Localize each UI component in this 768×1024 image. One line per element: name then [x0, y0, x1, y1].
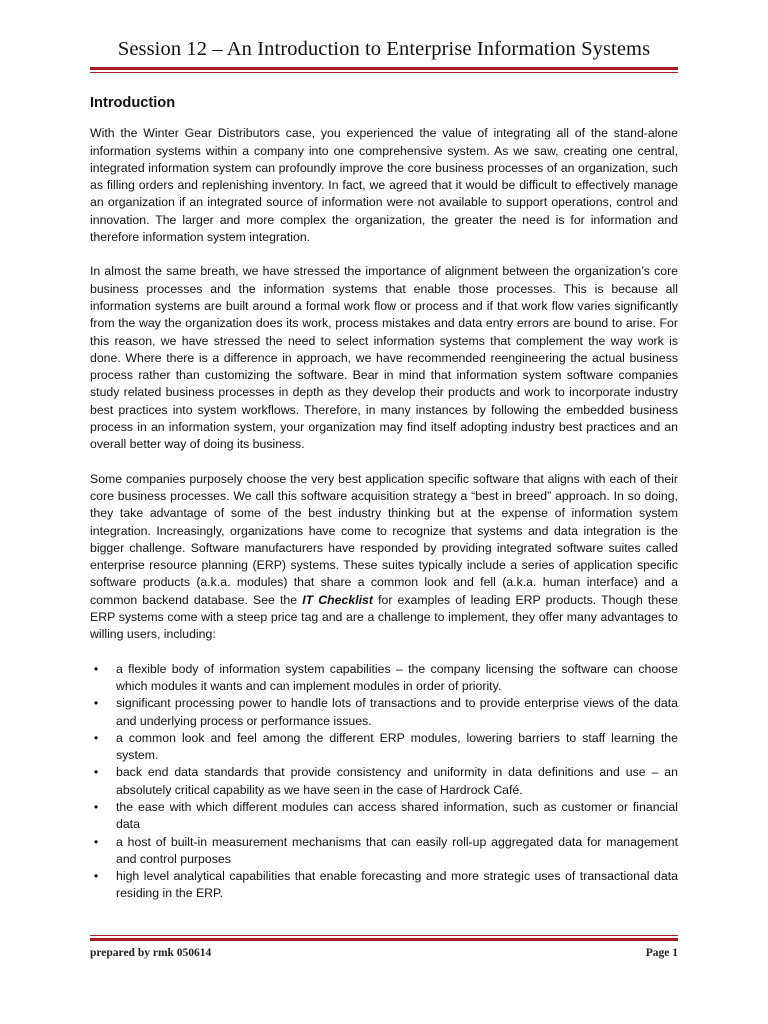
section-heading: Introduction — [90, 95, 176, 111]
list-item — [93, 868, 678, 903]
bullet-icon: • — [93, 730, 99, 745]
paragraph-3 — [90, 471, 678, 644]
paragraph-1: With the Winter Gear Distributors case, you experienced the value of integrating all of the stand-alone information systems within a company into one comprehensive system. As we saw, creating one central, integrated information system can profoundly improve the core business processes of an organization, such as filling orders and replenishing inventory. In fact, we agreed that it would be difficult to effectively manage an organization if an integrated source of information were not available to support operations, control and innovation. The larger and more complex the organization, the greater the need is for information and therefore information system integration. — [90, 126, 678, 245]
list-item-text: significant processing power to handle lots of transactions and to provide enterprise views of the data and underlying process or performance issues. — [116, 696, 678, 728]
list-item — [93, 730, 678, 765]
list-item — [93, 764, 678, 799]
it-checklist-reference: IT Checklist — [302, 592, 373, 607]
list-item — [93, 834, 678, 869]
list-item-text: high level analytical capabilities that enable forecasting and more strategic uses of transactional data residing in the ERP. — [116, 869, 678, 901]
list-item-text: the ease with which different modules can access shared information, such as customer or financial data — [116, 799, 678, 832]
footer-page-number: Page 1 — [645, 947, 678, 959]
bullet-icon: • — [93, 765, 99, 780]
footer-rule-thick — [90, 938, 678, 941]
header-rule-thin — [90, 72, 678, 73]
header-rule-thick — [90, 67, 678, 70]
paragraph-3-text-a: Some companies purposely choose the very best application specific software that aligns with each of their core business processes. We call this software acquisition strategy a “best in breed” approach. In so doing, they take advantage of some of the best industry thinking but at the expense of information system integration. Increasingly, organizations have come to recognize that systems and data integration is the bigger challenge. Software manufacturers have responded by providing integrated software suites called enterprise resource planning (ERP) systems. These suites typically include a series of application specific software products (a.k.a. modules) that share a common look and fell (a.k.a. human interface) and a common backend database. See the — [90, 471, 678, 607]
bullet-icon: • — [93, 661, 99, 676]
footer-rule-thin — [90, 935, 678, 936]
bullet-icon: • — [93, 696, 99, 711]
list-item — [93, 661, 678, 696]
list-item — [93, 799, 678, 834]
paragraph-2: In almost the same breath, we have stressed the importance of alignment between the organization’s core business processes and the information systems that enable those processes. This is because all information systems are built around a formal work flow or process and if that work flow varies significantly from the way the organization does its work, process mistakes and data entry errors are bound to arise. For this reason, we have stressed the need to select information systems that complement the way work is done. Where there is a difference in approach, we have recommended reengineering the actual business process rather than customizing the software. Bear in mind that information system software companies study related business processes in depth as they develop their products and work to incorporate industry best practices into system workflows. Therefore, in many instances by following the embedded business process in an information system, your organization may find itself adopting industry best practices and an overall better way of doing its business. — [90, 264, 678, 452]
list-item-text: a host of built-in measurement mechanisms that can easily roll-up aggregated data for management and control purposes — [116, 834, 678, 866]
bullet-icon: • — [93, 869, 99, 884]
list-item-text: back end data standards that provide consistency and uniformity in data definitions and use – an absolutely critical capability as we have seen in the case of Hardrock Café. — [116, 765, 678, 797]
bullet-icon: • — [93, 799, 99, 814]
footer-prepared-by: prepared by rmk 050614 — [90, 947, 212, 959]
list-item — [93, 695, 678, 730]
list-item-text: a common look and feel among the different ERP modules, lowering barriers to staff learning the system. — [116, 730, 678, 763]
list-item-text: a flexible body of information system capabilities – the company licensing the software can choose which modules it wants and can implement modules in order of priority. — [116, 661, 678, 693]
document-body — [90, 95, 678, 903]
paragraph-3-text-b: for examples of leading ERP products. Though these ERP systems come with a steep price tag and are a challenge to implement, they offer many advantages to willing users, including: — [90, 592, 679, 642]
advantages-list — [90, 661, 678, 903]
bullet-icon: • — [93, 834, 99, 849]
page-header-title: Session 12 – An Introduction to Enterprise Information Systems — [117, 38, 651, 60]
